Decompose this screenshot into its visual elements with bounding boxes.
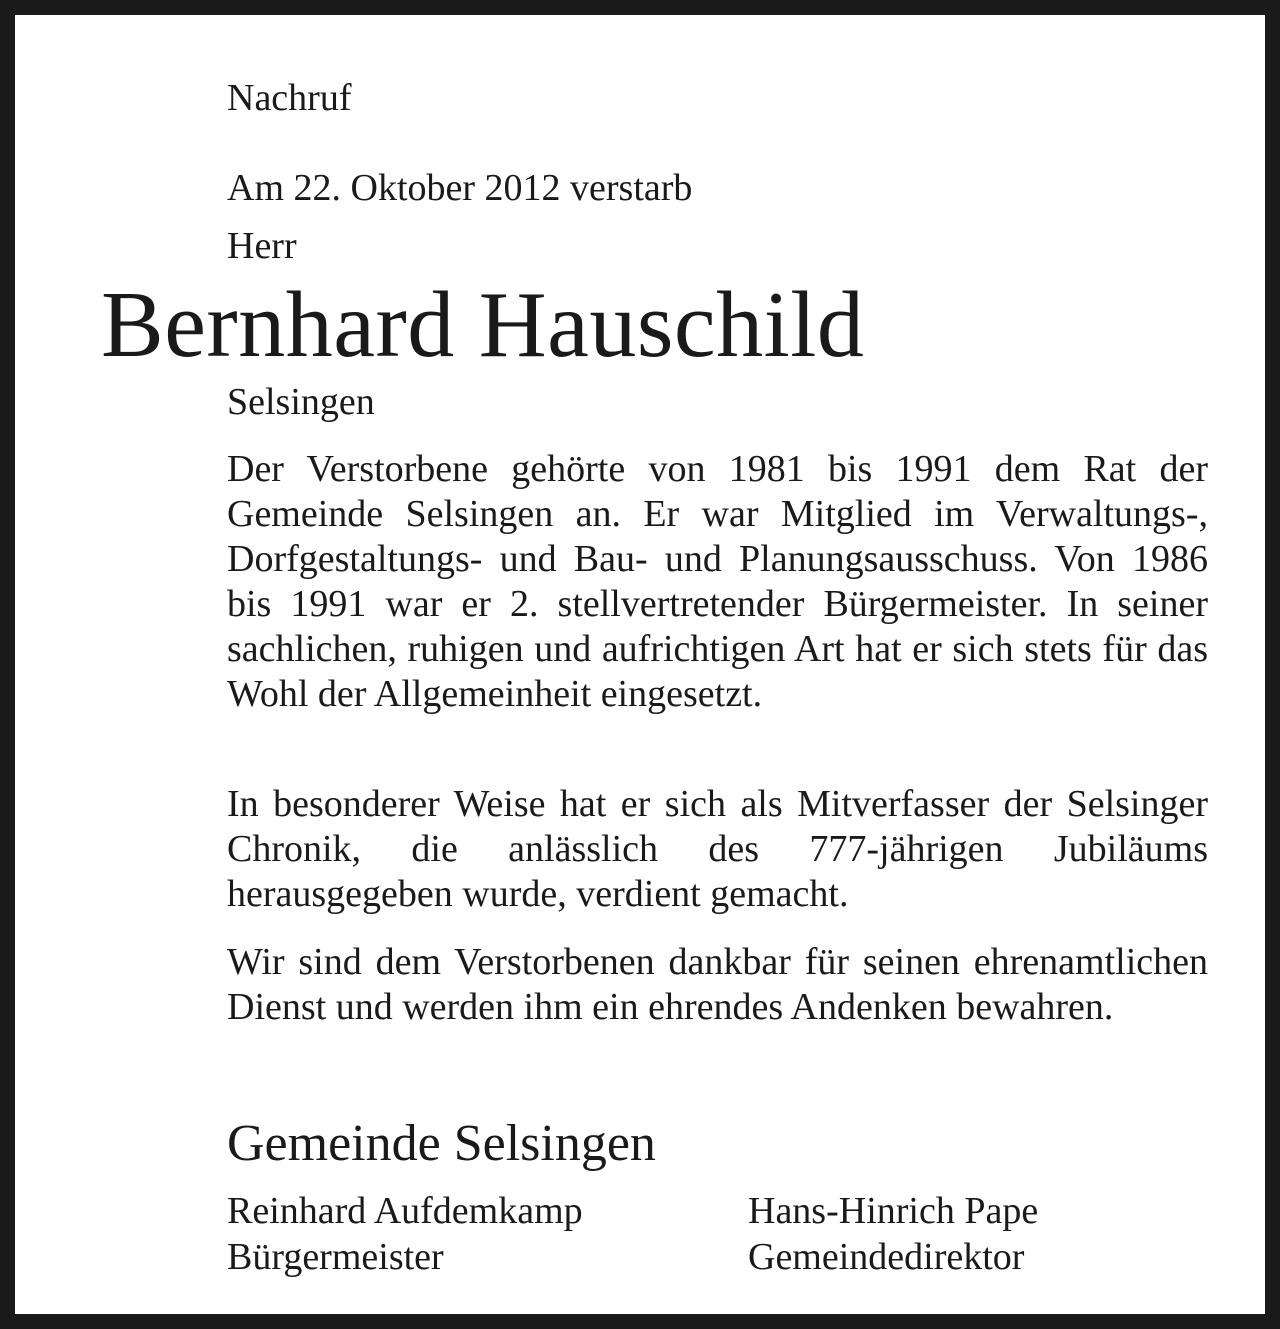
signer-director	[748, 1188, 1038, 1280]
signer-name: Hans-Hinrich Pape	[748, 1190, 1039, 1232]
organization-name: Gemeinde Selsingen	[227, 1115, 656, 1172]
paragraph-chronicle: In besonderer Weise hat er sich als Mitverfasser der Selsinger Chronik, die anlässlich des 777-jährigen Jubiläums herausgegeben wurde, verdient gemacht.	[227, 783, 1208, 915]
honorific: Herr	[227, 225, 297, 267]
signer-mayor	[227, 1188, 583, 1280]
deceased-name: Bernhard Hauschild	[101, 273, 865, 377]
paragraph-gratitude: Wir sind dem Verstorbenen dankbar für seinen ehrenamtlichen Dienst und werden ihm ein ehrendes Andenken bewahren.	[227, 941, 1208, 1028]
deceased-place: Selsingen	[227, 381, 375, 423]
paragraph-council-service: Der Verstorbene gehörte von 1981 bis 1991 dem Rat der Gemeinde Selsingen an. Er war Mitglied im Verwaltungs-, Dorfgestaltungs- und Bau- und Planungsausschuss. Von 1986 bis 1991 war er 2. stellvertretender Bürgermeister. In seiner sachlichen, ruhigen und aufrichtigen Art hat er sich stets für das Wohl der Allgemeinheit eingesetzt.	[227, 448, 1208, 715]
signer-title: Gemeindedirektor	[748, 1236, 1025, 1278]
death-date-line: Am 22. Oktober 2012 verstarb	[227, 167, 693, 209]
notice-heading: Nachruf	[227, 77, 352, 119]
signer-name: Reinhard Aufdemkamp	[227, 1190, 583, 1232]
signer-title: Bürgermeister	[227, 1236, 444, 1278]
